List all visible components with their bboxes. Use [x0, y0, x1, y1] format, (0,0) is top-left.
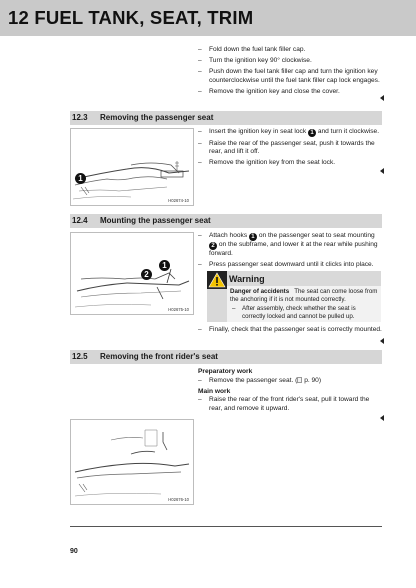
- step-list-12-3: [198, 128, 382, 171]
- list-item: – Remove the ignition key from the seat lock.: [198, 159, 382, 168]
- page-reference-icon: [297, 377, 302, 383]
- callout-marker-2: 2: [209, 242, 217, 250]
- list-item: – Remove the ignition key and close the cover.: [198, 88, 388, 97]
- end-marker-icon: [380, 338, 384, 344]
- figure-label: H02676-10: [168, 497, 189, 502]
- footer-divider: [70, 526, 382, 527]
- preparatory-step-list: [198, 377, 382, 388]
- warning-icon: [207, 271, 227, 289]
- intro-step-list: [198, 46, 388, 99]
- preparatory-work-label: Preparatory work: [198, 368, 253, 375]
- chapter-title: 12 FUEL TANK, SEAT, TRIM: [8, 7, 254, 28]
- section-heading-12-3: [70, 111, 382, 125]
- warning-body: [227, 286, 381, 322]
- main-work-label: Main work: [198, 388, 231, 395]
- seat-lock-illustration: [71, 129, 194, 206]
- figure-seat-removal: [70, 128, 194, 206]
- section-title: Removing the passenger seat: [100, 113, 214, 122]
- section-title: Mounting the passenger seat: [100, 216, 211, 225]
- callout-marker-1: 1: [75, 173, 86, 184]
- figure-label: H02674-10: [168, 198, 189, 203]
- list-item: – Press passenger seat downward until it clicks into place.: [198, 261, 382, 270]
- list-item: – Attach hooks 1 on the passenger seat to seat mounting 2 on the subframe, and lower it at the rear while pushing forward.: [198, 232, 382, 259]
- callout-marker-1: 1: [308, 129, 316, 137]
- callout-marker-1: 1: [249, 233, 257, 241]
- end-marker-icon: [380, 168, 384, 174]
- callout-marker-1: 1: [159, 260, 170, 271]
- warning-sub-step: – After assembly, check whether the seat is correctly locked and cannot be pulled up.: [230, 305, 378, 321]
- end-marker-icon: [380, 95, 384, 101]
- seat-mounting-illustration: [71, 233, 194, 315]
- end-marker-icon: [380, 415, 384, 421]
- page-number: 90: [70, 548, 78, 555]
- front-seat-illustration: [71, 420, 194, 505]
- list-item: – Push down the fuel tank filler cap and turn the ignition key counterclockwise until the fuel tank filler cap lock engages.: [198, 68, 388, 85]
- figure-seat-mounting: [70, 232, 194, 315]
- warning-box: [207, 271, 381, 322]
- warning-danger-text: Danger of accidents The seat can come loose from the anchoring if it is not mounted correctly.: [230, 287, 378, 303]
- step-list-12-4: [198, 232, 382, 272]
- callout-marker-2: 2: [141, 269, 152, 280]
- main-step-list: [198, 396, 382, 416]
- list-item: – Finally, check that the passenger seat is correctly mounted.: [198, 326, 382, 335]
- list-item: – Insert the ignition key in seat lock 1 and turn it clockwise.: [198, 128, 382, 137]
- section-number: 12.5: [72, 352, 88, 361]
- figure-label: H02675-10: [168, 307, 189, 312]
- warning-title: Warning: [229, 274, 265, 284]
- section-heading-12-4: [70, 214, 382, 228]
- step-list-12-4-final: [198, 326, 382, 337]
- figure-front-seat-removal: [70, 419, 194, 505]
- section-number: 12.3: [72, 113, 88, 122]
- list-item: – Fold down the fuel tank filler cap.: [198, 46, 388, 55]
- section-number: 12.4: [72, 216, 88, 225]
- section-title: Removing the front rider's seat: [100, 352, 218, 361]
- list-item: – Remove the passenger seat. ( p. 90): [198, 377, 382, 386]
- list-item: – Raise the rear of the passenger seat, push it towards the rear, and lift it off.: [198, 140, 382, 157]
- chapter-header: [0, 0, 416, 36]
- section-heading-12-5: [70, 350, 382, 364]
- list-item: – Turn the ignition key 90° clockwise.: [198, 57, 388, 66]
- list-item: – Raise the rear of the front rider's seat, pull it toward the rear, and remove it upward.: [198, 396, 382, 413]
